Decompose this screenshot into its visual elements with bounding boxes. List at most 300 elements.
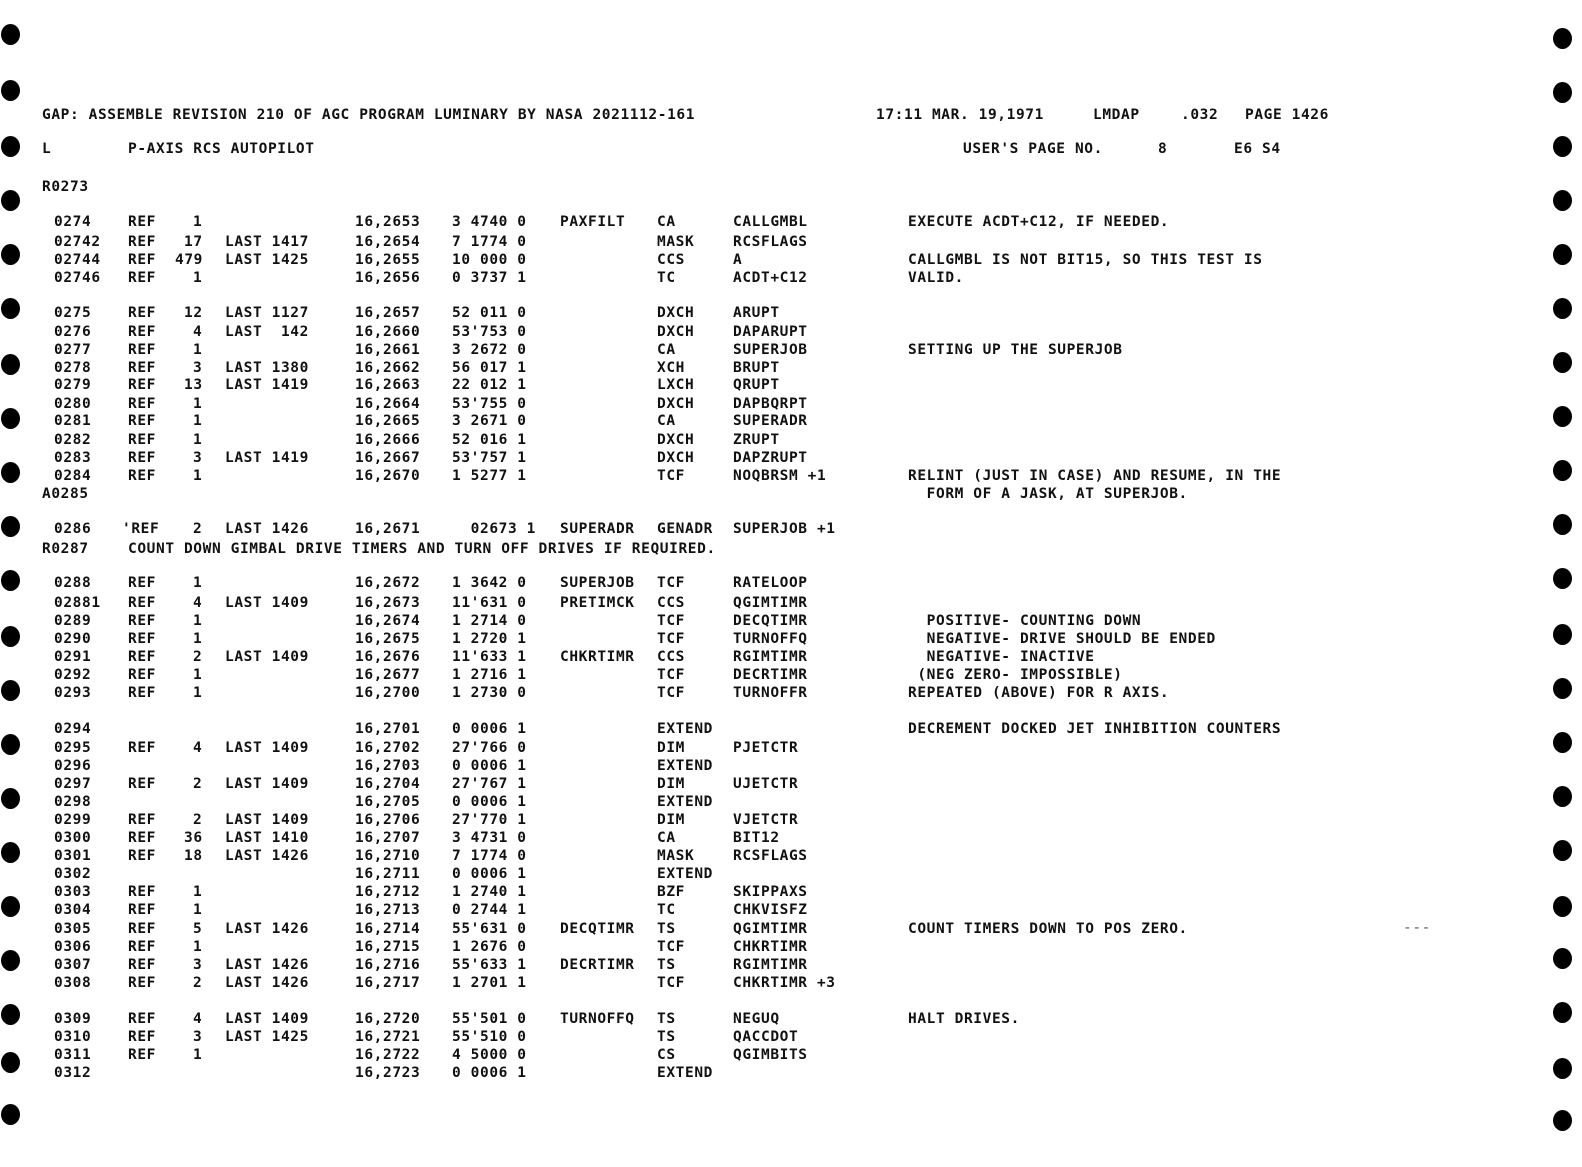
last-reference: LAST 1426 xyxy=(225,521,309,537)
line-sequence-number: 02742 xyxy=(54,234,101,250)
ref-marker: REF xyxy=(128,667,156,683)
octal-word: 1 2720 1 xyxy=(452,631,527,647)
operand: CHKRTIMR xyxy=(733,939,808,955)
memory-address: 16,2666 xyxy=(355,432,421,448)
octal-word: 1 3642 0 xyxy=(452,575,527,591)
opcode: TS xyxy=(657,921,676,937)
octal-word: 27'770 1 xyxy=(452,812,527,828)
ref-marker: REF xyxy=(128,360,156,376)
listing-line xyxy=(42,251,1362,269)
listing-line xyxy=(42,1010,1362,1028)
line-sequence-number: R0273 xyxy=(42,179,89,195)
listing-line xyxy=(42,341,1362,359)
opcode: DIM xyxy=(657,740,685,756)
ref-count: 1 xyxy=(193,575,203,591)
comment: SETTING UP THE SUPERJOB xyxy=(908,342,1123,358)
opcode: LXCH xyxy=(657,377,695,393)
memory-address: 16,2672 xyxy=(355,575,421,591)
ref-count: 18 xyxy=(184,848,203,864)
ref-count: 13 xyxy=(184,377,203,393)
ref-count: 1 xyxy=(193,413,203,429)
feed-hole xyxy=(1553,190,1572,211)
ref-count: 1 xyxy=(193,902,203,918)
ref-count: 5 xyxy=(193,921,203,937)
last-reference: LAST 1410 xyxy=(225,830,309,846)
operand: RATELOOP xyxy=(733,575,808,591)
symbol-label: DECRTIMR xyxy=(560,957,635,973)
symbol-label: CHKRTIMR xyxy=(560,649,635,665)
listing-line xyxy=(42,594,1362,612)
feed-hole xyxy=(1553,460,1572,481)
octal-word: 4 5000 0 xyxy=(452,1047,527,1063)
opcode: XCH xyxy=(657,360,685,376)
feed-hole xyxy=(1553,28,1572,49)
listing-line xyxy=(42,956,1362,974)
memory-address: 16,2655 xyxy=(355,252,421,268)
octal-word: 55'501 0 xyxy=(452,1011,527,1027)
ref-count: 1 xyxy=(193,884,203,900)
feed-hole xyxy=(1,462,20,483)
ref-count: 1 xyxy=(193,270,203,286)
listing-line xyxy=(42,720,1362,738)
opcode: TCF xyxy=(657,667,685,683)
operand: UJETCTR xyxy=(733,776,799,792)
octal-word: 1 2740 1 xyxy=(452,884,527,900)
line-sequence-number: 0283 xyxy=(54,450,92,466)
memory-address: 16,2704 xyxy=(355,776,421,792)
feed-hole xyxy=(1553,568,1572,589)
operand: DAPARUPT xyxy=(733,324,808,340)
operand: RCSFLAGS xyxy=(733,848,808,864)
line-sequence-number: 0301 xyxy=(54,848,92,864)
listing-line xyxy=(42,540,1362,558)
operand: CHKVISFZ xyxy=(733,902,808,918)
feed-hole xyxy=(1,190,20,211)
ref-marker: 'REF xyxy=(122,521,160,537)
line-sequence-number: 0297 xyxy=(54,776,92,792)
ref-marker: REF xyxy=(128,595,156,611)
feed-hole xyxy=(1553,732,1572,753)
comment: NEGATIVE- INACTIVE xyxy=(908,649,1095,665)
listing-line xyxy=(42,1028,1362,1046)
operand: ZRUPT xyxy=(733,432,780,448)
octal-word: 7 1774 0 xyxy=(452,234,527,250)
memory-address: 16,2715 xyxy=(355,939,421,955)
octal-word: 55'510 0 xyxy=(452,1029,527,1045)
ref-count: 1 xyxy=(193,685,203,701)
last-reference: LAST 1426 xyxy=(225,921,309,937)
operand: QRUPT xyxy=(733,377,780,393)
listing-line xyxy=(42,485,1362,503)
comment: EXECUTE ACDT+C12, IF NEEDED. xyxy=(908,214,1170,230)
line-sequence-number: 0275 xyxy=(54,305,92,321)
page-header xyxy=(42,106,1362,124)
line-sequence-number: 0274 xyxy=(54,214,92,230)
last-reference: LAST 1409 xyxy=(225,649,309,665)
memory-address: 16,2663 xyxy=(355,377,421,393)
ref-marker: REF xyxy=(128,377,156,393)
line-sequence-number: 0289 xyxy=(54,613,92,629)
feed-hole xyxy=(1553,896,1572,917)
comment: NEGATIVE- DRIVE SHOULD BE ENDED xyxy=(908,631,1216,647)
listing-line xyxy=(42,666,1362,684)
ref-marker: REF xyxy=(128,812,156,828)
memory-address: 16,2711 xyxy=(355,866,421,882)
comment: POSITIVE- COUNTING DOWN xyxy=(908,613,1142,629)
listing-line xyxy=(42,412,1362,430)
ref-count: 1 xyxy=(193,468,203,484)
octal-word: 0 0006 1 xyxy=(452,758,527,774)
line-sequence-number: 0296 xyxy=(54,758,92,774)
octal-word: 55'633 1 xyxy=(452,957,527,973)
memory-address: 16,2661 xyxy=(355,342,421,358)
opcode: EXTEND xyxy=(657,721,713,737)
operand: PJETCTR xyxy=(733,740,799,756)
memory-address: 16,2722 xyxy=(355,1047,421,1063)
line-sequence-number: 0281 xyxy=(54,413,92,429)
operand: QGIMBITS xyxy=(733,1047,808,1063)
opcode: DIM xyxy=(657,776,685,792)
opcode: DXCH xyxy=(657,450,695,466)
listing-line xyxy=(42,648,1362,666)
feed-hole xyxy=(1,680,20,701)
operand: TURNOFFR xyxy=(733,685,808,701)
operand: NOQBRSM +1 xyxy=(733,468,827,484)
ref-marker: REF xyxy=(128,1011,156,1027)
ref-marker: REF xyxy=(128,324,156,340)
memory-address: 16,2667 xyxy=(355,450,421,466)
listing-line xyxy=(42,883,1362,901)
section-title: P-AXIS RCS AUTOPILOT xyxy=(128,141,315,157)
ref-marker: REF xyxy=(128,396,156,412)
margin-dash: --- xyxy=(1403,920,1431,936)
operand: RGIMTIMR xyxy=(733,649,808,665)
opcode: CA xyxy=(657,413,676,429)
octal-word: 11'633 1 xyxy=(452,649,527,665)
opcode: TCF xyxy=(657,685,685,701)
ref-marker: REF xyxy=(128,830,156,846)
feed-hole xyxy=(1553,1058,1572,1079)
ref-count: 3 xyxy=(193,450,203,466)
memory-address: 16,2720 xyxy=(355,1011,421,1027)
ref-marker: REF xyxy=(128,468,156,484)
memory-address: 16,2700 xyxy=(355,685,421,701)
line-sequence-number: 0312 xyxy=(54,1065,92,1081)
opcode: DXCH xyxy=(657,432,695,448)
listing-line xyxy=(42,449,1362,467)
feed-hole xyxy=(1553,1110,1572,1131)
ref-marker: REF xyxy=(128,1047,156,1063)
listing-line xyxy=(42,757,1362,775)
memory-address: 16,2707 xyxy=(355,830,421,846)
feed-hole xyxy=(1,570,20,591)
line-sequence-number: 0293 xyxy=(54,685,92,701)
last-reference: LAST 1409 xyxy=(225,595,309,611)
ref-count: 2 xyxy=(193,649,203,665)
listing-line xyxy=(42,775,1362,793)
feed-hole xyxy=(1553,82,1572,103)
feed-hole xyxy=(1553,244,1572,265)
operand: BRUPT xyxy=(733,360,780,376)
memory-address: 16,2701 xyxy=(355,721,421,737)
line-sequence-number: 0304 xyxy=(54,902,92,918)
opcode: CCS xyxy=(657,595,685,611)
octal-word: 3 4740 0 xyxy=(452,214,527,230)
ref-marker: REF xyxy=(128,884,156,900)
octal-word: 0 0006 1 xyxy=(452,721,527,737)
line-sequence-number: 0291 xyxy=(54,649,92,665)
operand: SUPERADR xyxy=(733,413,808,429)
memory-address: 16,2717 xyxy=(355,975,421,991)
memory-address: 16,2656 xyxy=(355,270,421,286)
listing-line xyxy=(42,431,1362,449)
listing-line xyxy=(42,739,1362,757)
memory-address: 16,2654 xyxy=(355,234,421,250)
operand: DAPZRUPT xyxy=(733,450,808,466)
line-sequence-number: 0305 xyxy=(54,921,92,937)
listing-line xyxy=(42,974,1362,992)
octal-word: 1 2716 1 xyxy=(452,667,527,683)
listing-line xyxy=(42,938,1362,956)
opcode: TC xyxy=(657,270,676,286)
memory-address: 16,2706 xyxy=(355,812,421,828)
header-title: GAP: ASSEMBLE REVISION 210 OF AGC PROGRAM LUMINARY BY NASA 2021112-161 xyxy=(42,107,696,123)
line-sequence-number: 0290 xyxy=(54,631,92,647)
ref-marker: REF xyxy=(128,631,156,647)
last-reference: LAST 1425 xyxy=(225,252,309,268)
line-sequence-number: 0286 xyxy=(54,521,92,537)
listing-line xyxy=(42,811,1362,829)
line-sequence-number: 0302 xyxy=(54,866,92,882)
ref-marker: REF xyxy=(128,342,156,358)
operand: SUPERJOB +1 xyxy=(733,521,836,537)
last-reference: LAST 1426 xyxy=(225,957,309,973)
memory-address: 16,2702 xyxy=(355,740,421,756)
memory-address: 16,2716 xyxy=(355,957,421,973)
ref-count: 1 xyxy=(193,1047,203,1063)
ref-marker: REF xyxy=(128,252,156,268)
listing-line xyxy=(42,376,1362,394)
ref-marker: REF xyxy=(128,234,156,250)
last-reference: LAST 1409 xyxy=(225,740,309,756)
feed-hole xyxy=(1,24,20,45)
octal-word: 27'767 1 xyxy=(452,776,527,792)
remark-text: COUNT DOWN GIMBAL DRIVE TIMERS AND TURN OFF DRIVES IF REQUIRED. xyxy=(128,541,716,557)
listing-line xyxy=(42,395,1362,413)
last-reference: LAST 1426 xyxy=(225,848,309,864)
ref-marker: REF xyxy=(128,575,156,591)
comment: FORM OF A JASK, AT SUPERJOB. xyxy=(908,486,1188,502)
ref-count: 4 xyxy=(193,324,203,340)
opcode: EXTEND xyxy=(657,758,713,774)
ref-count: 36 xyxy=(184,830,203,846)
operand: BIT12 xyxy=(733,830,780,846)
feed-hole xyxy=(1553,514,1572,535)
ref-marker: REF xyxy=(128,649,156,665)
ref-count: 2 xyxy=(193,812,203,828)
octal-word: 52 011 0 xyxy=(452,305,527,321)
operand: CALLGMBL xyxy=(733,214,808,230)
opcode: TS xyxy=(657,1011,676,1027)
operand: QGIMTIMR xyxy=(733,595,808,611)
operand: ARUPT xyxy=(733,305,780,321)
users-page-label: USER'S PAGE NO. xyxy=(963,141,1103,157)
memory-address: 16,2705 xyxy=(355,794,421,810)
octal-word: 3 2672 0 xyxy=(452,342,527,358)
feed-hole xyxy=(1553,136,1572,157)
octal-word: 1 2714 0 xyxy=(452,613,527,629)
feed-hole xyxy=(1553,678,1572,699)
ref-count: 1 xyxy=(193,432,203,448)
ref-marker: REF xyxy=(128,939,156,955)
opcode: DXCH xyxy=(657,396,695,412)
line-sequence-number: 0311 xyxy=(54,1047,92,1063)
ref-count: 1 xyxy=(193,939,203,955)
feed-hole xyxy=(1553,1002,1572,1023)
last-reference: LAST 1417 xyxy=(225,234,309,250)
ref-count: 4 xyxy=(193,595,203,611)
octal-word: 3 4731 0 xyxy=(452,830,527,846)
listing-line xyxy=(42,574,1362,592)
symbol-label: PAXFILT xyxy=(560,214,626,230)
feed-hole xyxy=(1,788,20,809)
line-sequence-number: 0295 xyxy=(54,740,92,756)
octal-word: 0 0006 1 xyxy=(452,1065,527,1081)
feed-hole xyxy=(1,408,20,429)
symbol-label: SUPERJOB xyxy=(560,575,635,591)
symbol-label: SUPERADR xyxy=(560,521,635,537)
listing-line xyxy=(42,829,1362,847)
line-sequence-number: 0278 xyxy=(54,360,92,376)
octal-word: 55'631 0 xyxy=(452,921,527,937)
header-module: LMDAP xyxy=(1093,107,1140,123)
opcode: CCS xyxy=(657,649,685,665)
ref-count: 17 xyxy=(184,234,203,250)
ref-count: 2 xyxy=(193,521,203,537)
ref-marker: REF xyxy=(128,432,156,448)
feed-hole xyxy=(1,244,20,265)
operand: DAPBQRPT xyxy=(733,396,808,412)
feed-hole xyxy=(1,354,20,375)
operand: QGIMTIMR xyxy=(733,921,808,937)
octal-word: 3 2671 0 xyxy=(452,413,527,429)
comment: HALT DRIVES. xyxy=(908,1011,1020,1027)
octal-word: 52 016 1 xyxy=(452,432,527,448)
ref-count: 3 xyxy=(193,1029,203,1045)
operand: QACCDOT xyxy=(733,1029,799,1045)
line-sequence-number: 0277 xyxy=(54,342,92,358)
memory-address: 16,2713 xyxy=(355,902,421,918)
header-rev: .032 xyxy=(1181,107,1219,123)
feed-hole xyxy=(1553,624,1572,645)
last-reference: LAST 1426 xyxy=(225,975,309,991)
ref-marker: REF xyxy=(128,685,156,701)
octal-word: 0 0006 1 xyxy=(452,866,527,882)
memory-address: 16,2710 xyxy=(355,848,421,864)
ref-count: 3 xyxy=(193,360,203,376)
feed-hole xyxy=(1553,786,1572,807)
last-reference: LAST 142 xyxy=(225,324,309,340)
octal-word: 22 012 1 xyxy=(452,377,527,393)
ref-marker: REF xyxy=(128,613,156,629)
feed-hole xyxy=(1,1004,20,1025)
memory-address: 16,2660 xyxy=(355,324,421,340)
feed-hole xyxy=(1,842,20,863)
opcode: TCF xyxy=(657,468,685,484)
ref-count: 1 xyxy=(193,214,203,230)
opcode: TCF xyxy=(657,631,685,647)
comment: REPEATED (ABOVE) FOR R AXIS. xyxy=(908,685,1170,701)
feed-hole xyxy=(1,80,20,101)
feed-hole xyxy=(1,298,20,319)
opcode: GENADR xyxy=(657,521,713,537)
opcode: EXTEND xyxy=(657,1065,713,1081)
opcode: CA xyxy=(657,214,676,230)
feed-hole xyxy=(1,734,20,755)
ref-marker: REF xyxy=(128,740,156,756)
line-sequence-number: 0280 xyxy=(54,396,92,412)
ref-count: 2 xyxy=(193,776,203,792)
operand: RGIMTIMR xyxy=(733,957,808,973)
octal-word: 7 1774 0 xyxy=(452,848,527,864)
octal-word: 0 2744 1 xyxy=(452,902,527,918)
listing-line xyxy=(42,684,1362,702)
operand: ACDT+C12 xyxy=(733,270,808,286)
memory-address: 16,2721 xyxy=(355,1029,421,1045)
ref-marker: REF xyxy=(128,1029,156,1045)
listing-line xyxy=(42,920,1362,938)
listing-line xyxy=(42,865,1362,883)
opcode: DXCH xyxy=(657,324,695,340)
symbol-label: PRETIMCK xyxy=(560,595,635,611)
memory-address: 16,2703 xyxy=(355,758,421,774)
opcode: MASK xyxy=(657,848,695,864)
ref-marker: REF xyxy=(128,450,156,466)
last-reference: LAST 1409 xyxy=(225,812,309,828)
ref-count: 1 xyxy=(193,631,203,647)
line-sequence-number: 0300 xyxy=(54,830,92,846)
ref-marker: REF xyxy=(128,921,156,937)
ref-marker: REF xyxy=(128,305,156,321)
ref-marker: REF xyxy=(128,214,156,230)
opcode: BZF xyxy=(657,884,685,900)
memory-address: 16,2675 xyxy=(355,631,421,647)
operand: NEGUQ xyxy=(733,1011,780,1027)
octal-word: 11'631 0 xyxy=(452,595,527,611)
section-header xyxy=(42,140,1362,158)
operand: SKIPPAXS xyxy=(733,884,808,900)
memory-address: 16,2674 xyxy=(355,613,421,629)
ref-count: 1 xyxy=(193,667,203,683)
ref-marker: REF xyxy=(128,957,156,973)
users-page-number: 8 xyxy=(1158,141,1168,157)
feed-hole xyxy=(1,1052,20,1073)
opcode: DIM xyxy=(657,812,685,828)
feed-hole xyxy=(1553,406,1572,427)
memory-address: 16,2664 xyxy=(355,396,421,412)
last-reference: LAST 1409 xyxy=(225,776,309,792)
line-sequence-number: 02746 xyxy=(54,270,101,286)
feed-hole xyxy=(1553,298,1572,319)
ref-count: 2 xyxy=(193,975,203,991)
listing-line xyxy=(42,304,1362,322)
memory-address: 16,2677 xyxy=(355,667,421,683)
opcode: TCF xyxy=(657,939,685,955)
line-sequence-number: 02744 xyxy=(54,252,101,268)
page-code: E6 S4 xyxy=(1234,141,1281,157)
last-reference: LAST 1409 xyxy=(225,1011,309,1027)
opcode: MASK xyxy=(657,234,695,250)
